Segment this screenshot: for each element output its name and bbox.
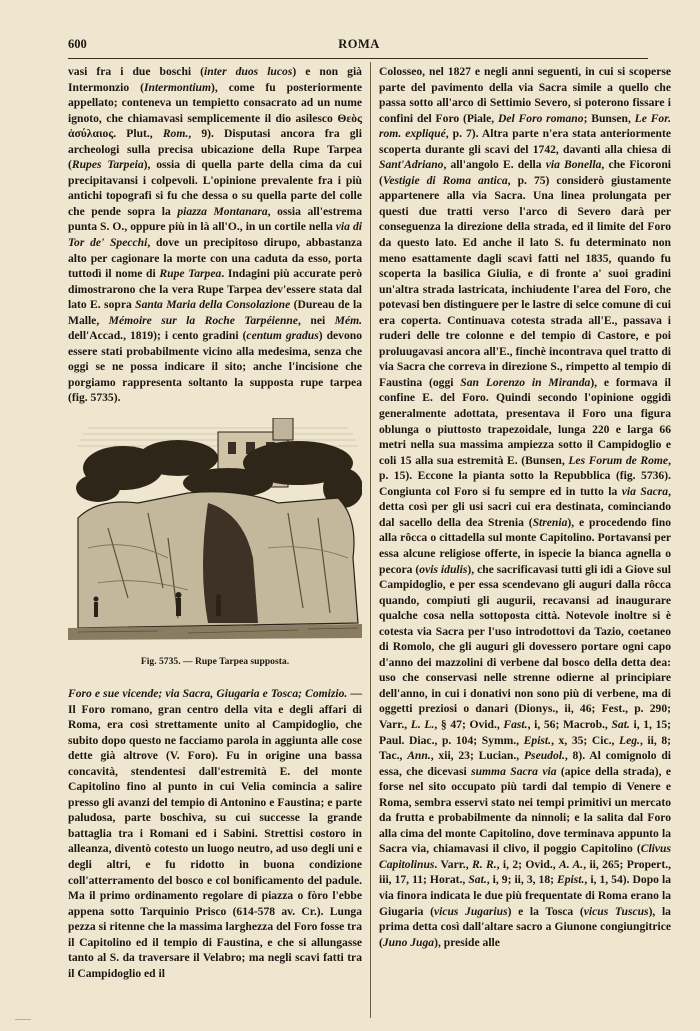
text-run: ), che sacrificavasi tutti gli idi a Giove sul Campidoglio, e per essa scendevano gli auguri dalla rôcca quando, compiuti gli augurii, recavansi ad inaugurare qualche cosa nella sottoposta città. Notevole inoltre si è cotesta via Sacra per l'uso introdottovi da Tazio, coetaneo di Romolo, che gli auguri gli dovessero portare ogni capo d'anno dei mazzolini di verbene dal bosco della detta dea: uso che conservasi nelle strenne odierne al principiare dell'anno, in cui i donativi non sono più di verbene, ma di oggetti preziosi o danari (Dionys., ii, 46; Fest., p. 290; Varr., xyxy=(379,562,671,731)
text-run: , p. 15). Eccone la pianta sotto la Repubblica (fig. 5736). Congiunta col Foro si fu sempre ed in tutto la xyxy=(379,453,671,498)
text-run: via Sacra xyxy=(621,484,669,498)
text-run: ), la prima detta così dall'altare sacro a Giunone congiungitrice ( xyxy=(379,904,671,949)
page-header xyxy=(68,33,650,55)
text-run: ) e non già Intermonzio ( xyxy=(68,65,362,94)
right-column xyxy=(379,64,671,950)
text-run: , nei xyxy=(298,313,335,327)
text-run: , 9). Disputasi ancora fra gli archeologi sulla precisa ubicazione della Rupe Tarpea ( xyxy=(68,127,362,172)
text-run: , xii, 23; Lucian., xyxy=(430,749,524,763)
left-paragraph-foro xyxy=(68,686,362,981)
text-run: , che Ficoroni ( xyxy=(379,158,671,187)
text-run: , all'angolo E. della xyxy=(443,158,546,172)
text-run: , § 47; Ovid., xyxy=(434,717,504,731)
text-run: inter duos lucos xyxy=(204,65,293,78)
text-run: , ii, 265; Propert., iii, 17, 11; Horat., xyxy=(379,857,671,887)
text-run: ), come fu posteriormente appellato; conteneva un tempietto consacrato ad un nume ignoto, che chiamavasi semplicemente il dio asilesco Θεὸς ἀσύλαιος. Plut., xyxy=(68,80,362,141)
text-run: ; Bunsen, xyxy=(583,111,635,125)
column-divider xyxy=(370,62,371,1018)
text-run: , i, 2; Ovid., xyxy=(496,857,559,871)
text-run: , i, 9; ii, 3, 18; xyxy=(486,873,558,887)
text-run: , ii, 8; Tac., xyxy=(379,733,672,763)
text-run: . Varr., xyxy=(434,857,472,871)
text-run: Santa Maria della Consolazione xyxy=(135,298,291,312)
text-run: , dove un precipitoso dirupo, abbastanza alto per cagionare la morte con una caduta da esso, porta tuttodì il nome di xyxy=(68,236,362,281)
text-run: Clivus Capitolinus xyxy=(379,842,671,871)
text-run: via di Tor de' Specchi xyxy=(68,220,362,250)
corner-mark xyxy=(15,1019,31,1020)
text-run: Rupes Tarpeia xyxy=(71,158,144,172)
text-run: i, 1, 15; Paul. Diac., p. 104; Symm., xyxy=(379,717,672,747)
text-run: L. L. xyxy=(410,717,435,731)
text-run: . Indagini più accurate però dimostrarono che la vera Rupe Tarpea dev'essere stata dal lato E. sopra xyxy=(68,267,363,312)
text-run: ) e la Tosca ( xyxy=(507,904,584,918)
text-run: Sant'Adriano xyxy=(379,158,444,172)
text-run: , p. 75) considerò giustamente appartenere alla via Sacra. Una linea prolungata per questi due tratti verso l'arco di Severo darà per conseguenza la direzione della strada, ed il limite del Foro da questo lato. Ed anche il lato S. fu determinato non meno esattamente dagli scavi fatti nel 1835, quando fu scoperta la basilica Giulia, e di fronte a' suoi gradini un'altra strada lastricata, inchiudente l'area del Foro, che potevasi ben distinguere per le lastre di selce comune di cui era coperta. Continuava cotesta strada all'E., passava i ruderi delle tre colonne e del tempio di Castore, e poi proluugavasi ancora all'E., finchè incontrava quel tratto di via Sacra che correva in direzione S., rimpetto al tempio di Faustina (oggi xyxy=(379,173,671,389)
left-paragraph-rupe-tarpea xyxy=(68,64,362,406)
running-title: ROMA xyxy=(338,37,380,51)
text-run: Vestigie di Roma antica xyxy=(382,173,508,187)
text-run: ), e procedendo fino alla rôcca o cittadella sul monte Capitolino. Portavansi per essa alcune religiose offerte, in ispecie la bianca agnella o pecora ( xyxy=(379,515,671,576)
figure-rupe-tarpea xyxy=(68,418,362,673)
text-run: ), e formava il confine E. del Foro. Quindi secondo l'opinione oggidì generalmente adottata, presentava il Foro una figura oblunga o piuttosto trapezoidale, lunga 220 e larga 66 metri nella sua massima ampiezza sotto il Campidoglio e coli 15 alla sua estremità E. (Bunsen, xyxy=(379,375,671,467)
text-run: Mém. xyxy=(334,313,363,327)
text-run: Epist. xyxy=(523,733,552,747)
header-rule xyxy=(68,58,648,59)
text-run: Pseudol. xyxy=(523,749,565,763)
text-run: , p. 7). Altra parte n'era stata anteriormente scoperta durante gli scavi del 1742, davanti alla chiesa di xyxy=(379,127,671,156)
text-run: R. R. xyxy=(471,857,497,871)
figure-caption: Fig. 5735. — Rupe Tarpea supposta. xyxy=(140,656,290,667)
text-run: — Il Foro romano, gran centro della vita e degli affari di Roma, era così strettamente unito al Campidoglio, che subito dopo questo ne facciamo parola in aggiunta alle cose dette già altrove (V. Foro). Fu in origine una bassa concavità, stendentesi dall'estremità E. del monte Capitolino fino al punto in cui Velia comincia a salire presso gli avanzi del tempio di Antonino e Faustina; e parte paludosa, parte boschiva, su cui successe la grande battaglia tra i Romani ed i Sabini. Strettisi costoro in alleanza, diventò cotesto un luogo neutro, ad uso degli uni e degli altri, e fu ridotto in buona condizione coll'atterramento del bosco e col bonificamento del padule. Ma il primo ordinamento regolare di piazza o fòro l'ebbe appena sotto Tarquinio Prisco (614-578 av. Cr.). Lunga pezza si ritenne che la massima larghezza del Foro fosse tra il Capitolino ed il tempio di Faustina, e che si allungasse tanto al S. da traversare il Velabro; ma negli scavi fatti tra il Campidoglio ed il xyxy=(68,687,362,980)
text-run: Del Foro romano xyxy=(498,111,584,125)
text-run: Rom. xyxy=(162,127,189,141)
text-run: Ann. xyxy=(407,749,431,763)
text-run: via Bonella xyxy=(545,158,602,172)
text-run: , ossia all'estrema punta S. O., oppure più in là all'O., in un cortile nella xyxy=(68,204,362,234)
text-run: Les Forum de Rome xyxy=(568,453,669,467)
text-run: centum gradus xyxy=(246,329,319,343)
text-run: vicus Jugarius xyxy=(433,904,508,918)
text-run: Foro e sue vicende; via Sacra, Giugaria e Tosca; Comizio. xyxy=(68,687,348,700)
text-run: A. A. xyxy=(559,857,584,871)
text-run: ) devono essere stati probabilmente vicino alla medesima, senza che oggi se ne possa indicare il sito; anche l'incisione che porgiamo rappresenta soltanto la supposta rupe tarpea (fig. 5735). xyxy=(68,329,363,405)
text-run: Sat. xyxy=(611,717,630,731)
text-run: Le For. rom. expliqué xyxy=(379,111,672,141)
left-column-bottom xyxy=(68,686,362,981)
text-run: Epist. xyxy=(557,873,585,887)
text-run: piazza Montanara xyxy=(177,204,268,218)
text-run: Colosseo, nel 1827 e negli anni seguenti, in cui si scoperse parte del pavimento della via Sacra simile a quello che passa sotto all'arco di Settimio Severo, si poterono fissare i confini del Foro (Piale, xyxy=(379,65,671,125)
text-run: ), preside alle xyxy=(434,935,500,949)
text-run: , i, 1, 54). Dopo la via finora indicata le due più frequentate di Roma erano la Giugaria ( xyxy=(379,873,671,918)
text-run: Fast. xyxy=(503,717,528,731)
text-run: summa Sacra via xyxy=(471,764,557,778)
left-column-top xyxy=(68,64,362,406)
text-run: (apice della strada), e forse nel sito occupato più tardi dal tempio di Venere e Roma, sembra esservi stato nei tempi primitivi un mercato da frutta e probabilmente da ninnoli; e la salita dal Foro alla cima del monte Capitolino, dove terminava appunto la Sacra via, chiamavasi il clivo, il poggio Capitolino ( xyxy=(379,764,672,856)
text-run: vasi fra i due boschi ( xyxy=(68,65,205,78)
text-run: vicus Tuscus xyxy=(583,904,649,918)
text-run: , 8). Al comignolo di essa, che dicevasi xyxy=(379,749,671,778)
page-number: 600 xyxy=(68,37,87,51)
text-run: San Lorenzo in Miranda xyxy=(460,375,591,389)
text-run: Strenia xyxy=(532,515,568,529)
text-run: , detta così per gli usi sacri cui era destinata, cominciando dal sacello della dea Strenia ( xyxy=(379,484,671,529)
text-run: (Dureau de la Malle, xyxy=(68,298,362,327)
text-run: dell'Accad., 1819); i cento gradini ( xyxy=(68,329,247,343)
text-run: ovis idulis xyxy=(419,562,468,576)
engraving-illustration xyxy=(68,418,362,653)
text-run: Mémoire sur la Roche Tarpéienne xyxy=(108,313,299,327)
text-run: Juno Juga xyxy=(382,935,435,949)
right-paragraph-foro xyxy=(379,64,671,950)
text-run: Intermontium xyxy=(144,80,212,94)
text-run: Leg. xyxy=(619,733,640,747)
text-run: ), ossia di quella parte della cima da cui precipitavansi i colpevoli. L'opinione prevalente fra i più antichi topografi si fu che dessa o su quella parte del colle che pende sopra la xyxy=(68,158,362,218)
text-run: , x, 35; Cic., xyxy=(551,733,619,747)
text-run: Sat. xyxy=(468,873,487,887)
text-run: Rupe Tarpea xyxy=(159,267,222,281)
text-run: , i, 56; Macrob., xyxy=(527,717,612,731)
